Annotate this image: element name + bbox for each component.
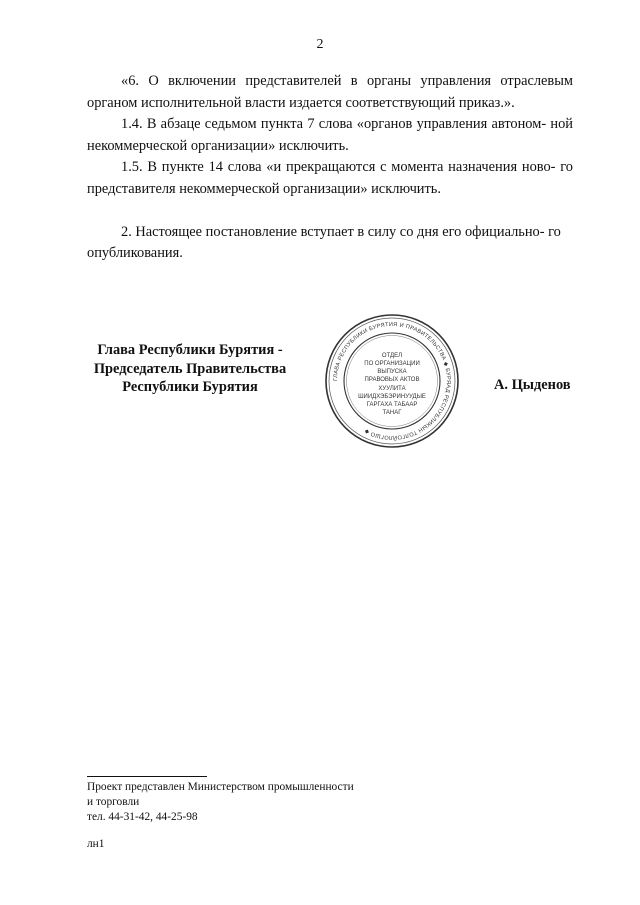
paragraph-line: «6. О включении представителей в органы управления отраслевым (121, 73, 573, 89)
seal-inner-line: ОТДЕЛ (381, 353, 403, 359)
paragraph-line: 1.4. В абзаце седьмом пункта 7 слова «органов управления автоном- (121, 116, 547, 132)
official-seal-stamp (324, 313, 460, 449)
seal-inner-line: ВЫПУСКА (377, 369, 407, 375)
seal-inner-line: ПО ОРГАНИЗАЦИИ (364, 361, 420, 367)
footnote-divider (87, 776, 207, 777)
seal-inner-line: ШИИДХЭБЭРИНУУДЫЕ (358, 394, 426, 400)
seal-inner-line: ПРАВОВЫХ АКТОВ (364, 377, 420, 383)
footnote-line: и торговли (87, 796, 140, 808)
seal-inner-line: ГАРГАХА ТАБААР (366, 402, 418, 408)
document-body (87, 71, 573, 265)
signatory-title-line: Республики Бурятия (122, 379, 258, 395)
seal-inner-line: ХУУЛИТА (378, 386, 406, 392)
paragraph-line: органом исполнительной власти издается соответствующий приказ.». (87, 94, 515, 111)
paragraph-line: 2. Настоящее постановление вступает в силу со дня его официально- (121, 223, 545, 240)
paragraph-line: го опубликования. (87, 223, 561, 261)
seal-outer-text: ГЛАВА РЕСПУБЛИКИ БУРЯТИЯ И ПРАВИТЕЛЬСТВА ◆ БУРЯАД РЕСПУБЛИКЫН ТОЛГОЙЛОГШО ◆ (332, 321, 452, 441)
signatory-title-line: Председатель Правительства (93, 360, 287, 377)
paragraph-clause-2 (87, 222, 573, 265)
signatory-title (84, 341, 296, 397)
page-number: 2 (316, 37, 324, 52)
footnote-line: тел. 44-31-42, 44-25-98 (87, 811, 198, 823)
seal-inner-line: ТАНАГ (382, 410, 402, 416)
paragraph-line: го представителя некоммерческой организации» исключить. (87, 159, 573, 197)
file-code: лн1 (87, 838, 105, 850)
signatory-title-line: Глава Республики Бурятия - (97, 342, 283, 358)
paragraph-item-6 (87, 71, 573, 114)
footnote (87, 780, 417, 825)
signer-name: А. Цыденов (494, 377, 571, 393)
paragraph-line: 1.5. В пункте 14 слова «и прекращаются с момента назначения ново- (121, 159, 556, 175)
footnote-line: Проект представлен Министерством промышленности (87, 781, 354, 793)
paragraph-clause-1-4 (87, 114, 573, 157)
paragraph-clause-1-5 (87, 157, 573, 200)
paragraph-line: ной некоммерческой организации» исключить. (87, 116, 573, 154)
